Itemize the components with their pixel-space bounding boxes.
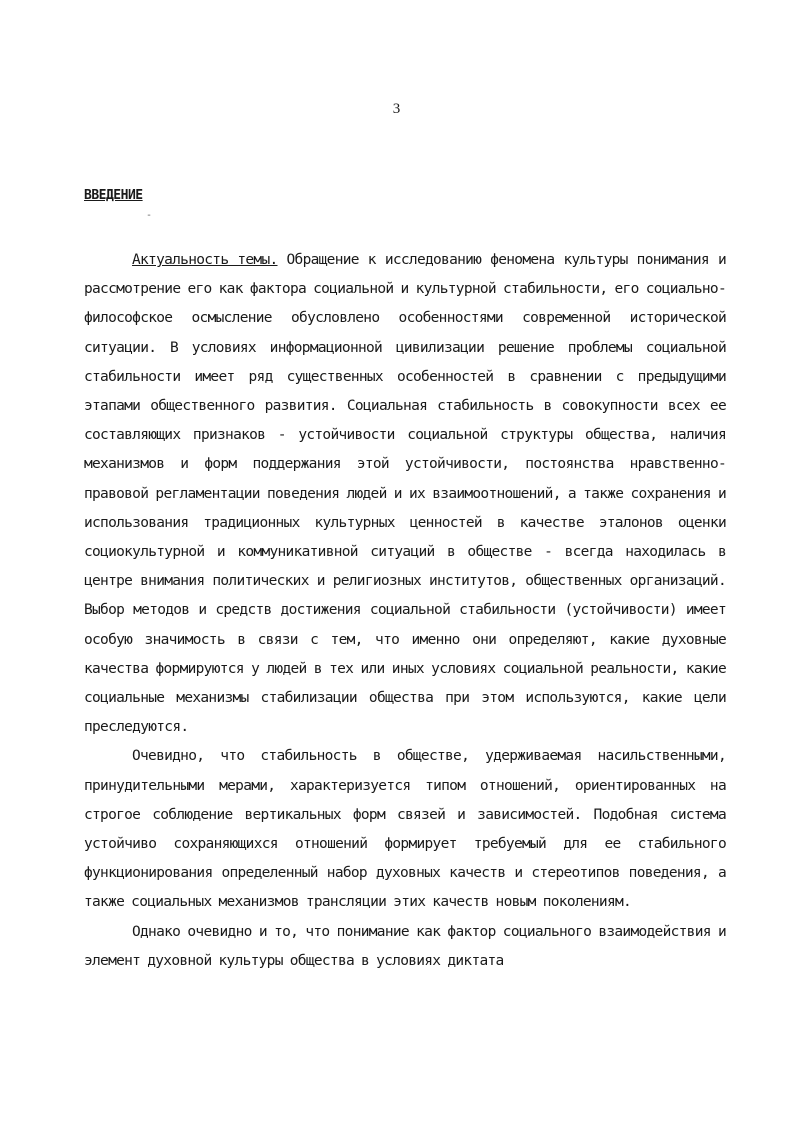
paragraph-text: Однако очевидно и то, что понимание как фактор социального взаимодействия и элемент духовной культуры общества в условиях диктата: [84, 923, 726, 969]
paragraph-text: Обращение к исследованию феномена культуры понимания и рассмотрение его как фактора социальной и культурной стабильности, его социально-философское осмысление обусловлено особенностями современной исторической ситуации. В условиях информационной цивилизации решение проблемы социальной стабильности имеет ряд существенных особенностей в сравнении с предыдущими этапами общественного развития. Социальная стабильность в совокупности всех ее составляющих признаков - устойчивости социальной структуры общества, наличия механизмов и форм поддержания этой устойчивости, постоянства нравственно-правовой регламентации поведения людей и их взаимоотношений, а также сохранения и использования традиционных культурных ценностей в качестве эталонов оценки социокультурной и коммуникативной ситуаций в обществе - всегда находилась в центре внимания политических и религиозных институтов, общественных организаций. Выбор методов и средств достижения социальной стабильности (устойчивости) имеет особую значимость в связи с тем, что именно они определяют, какие духовные качества формируются у людей в тех или иных условиях социальной реальности, какие социальные механизмы стабилизации общества при этом используются, какие цели преследуются.: [84, 252, 726, 736]
body-text: [84, 246, 726, 976]
paragraph-text: Очевидно, что стабильность в обществе, удерживаемая насильственными, принудительными мерами, характеризуется типом отношений, ориентированных на строгое соблюдение вертикальных форм связей и зависимостей. Подобная система устойчиво сохраняющихся отношений формирует требуемый для ее стабильного функционирования определенный набор духовных качеств и стереотипов поведения, а также социальных механизмов трансляции этих качеств новым поколениям.: [84, 748, 726, 911]
paragraph-1: [84, 246, 726, 742]
paragraph-3: [84, 918, 726, 976]
paragraph-2: [84, 742, 726, 917]
section-heading: ВВЕДЕНИЕ: [84, 188, 143, 203]
stray-mark: -: [146, 210, 153, 221]
paragraph-lead: Актуальность темы.: [132, 252, 278, 268]
page-number: 3: [392, 101, 401, 117]
